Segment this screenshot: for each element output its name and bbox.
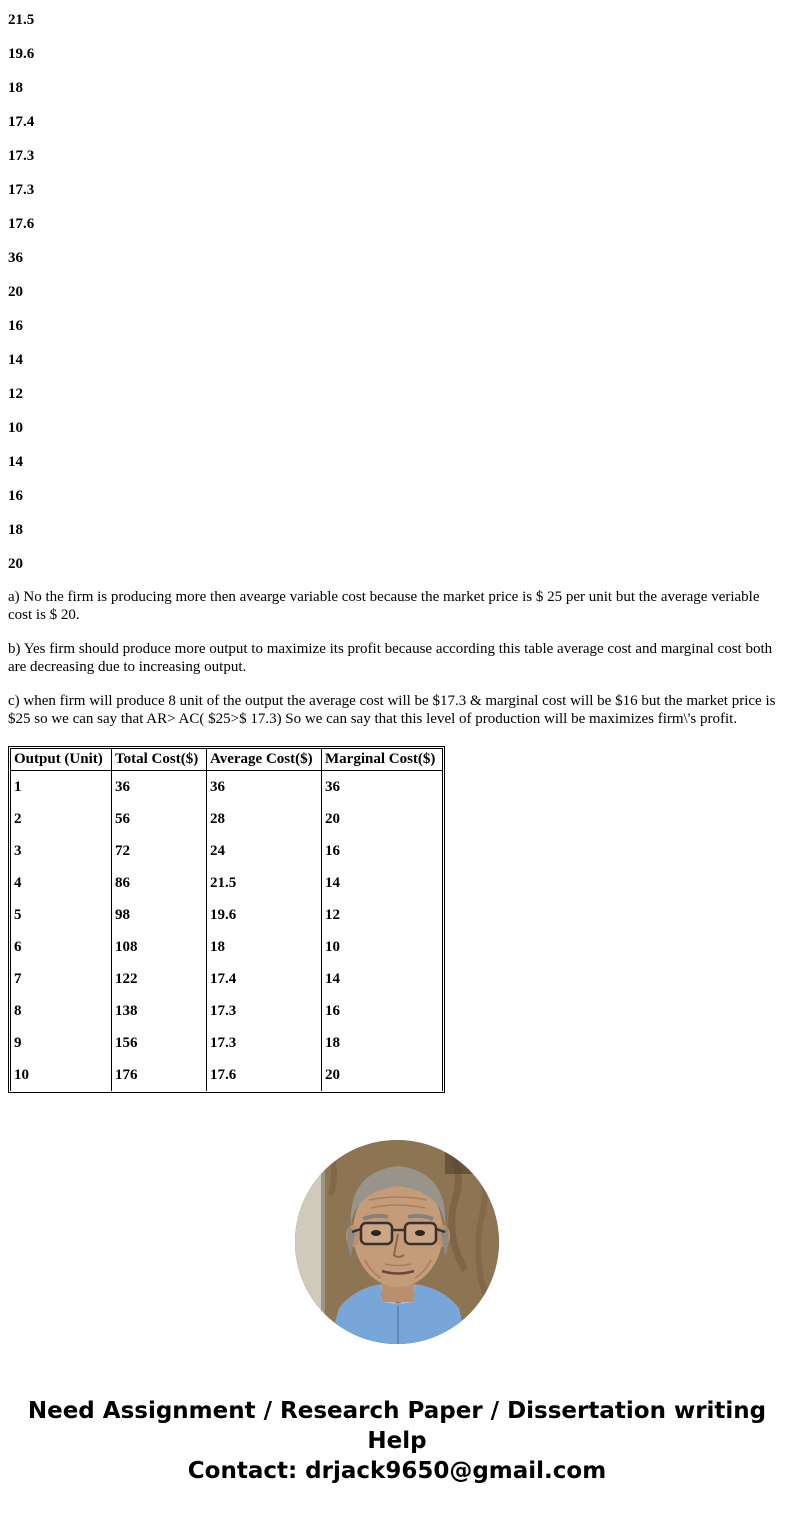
cost-table xyxy=(10,748,443,1091)
col-header-average-cost: Average Cost($) xyxy=(207,749,322,771)
value-line: 17.6 xyxy=(8,216,35,232)
value-line: 12 xyxy=(8,386,23,402)
table-row: 1 36 36 36 xyxy=(11,771,443,804)
footer-promo xyxy=(26,1396,768,1486)
value-line: 18 xyxy=(8,522,23,538)
cost-table-header xyxy=(11,749,443,771)
table-row: 4 86 21.5 14 xyxy=(11,867,443,899)
value-line: 14 xyxy=(8,352,23,368)
answer-a: a) No the firm is producing more then avearge variable cost because the market price is $ 25 per unit but the average veriable cost is $ 20. xyxy=(8,589,760,623)
value-line: 36 xyxy=(8,250,23,266)
table-row: 9 156 17.3 18 xyxy=(11,1027,443,1059)
col-header-output: Output (Unit) xyxy=(11,749,112,771)
value-line: 18 xyxy=(8,80,23,96)
value-line: 20 xyxy=(8,284,23,300)
table-row: 6 108 18 10 xyxy=(11,931,443,963)
table-row: 7 122 17.4 14 xyxy=(11,963,443,995)
table-row: 3 72 24 16 xyxy=(11,835,443,867)
value-line: 16 xyxy=(8,318,23,334)
value-line: 17.3 xyxy=(8,148,35,164)
portrait-illustration xyxy=(295,1140,499,1344)
answer-c: c) when firm will produce 8 unit of the output the average cost will be $17.3 & marginal cost will be $16 but the market price is $25 so we can say that AR> AC( $25>$ 17.3) So we can say that this level of production will be maximizes firm\'s profit. xyxy=(8,693,776,727)
cost-table-wrapper xyxy=(8,746,445,1093)
value-list xyxy=(8,10,786,575)
footer-contact-email: Contact: drjack9650@gmail.com xyxy=(187,1458,607,1484)
value-line: 21.5 xyxy=(8,12,35,28)
table-row: 5 98 19.6 12 xyxy=(11,899,443,931)
col-header-total-cost: Total Cost($) xyxy=(112,749,207,771)
table-row: 8 138 17.3 16 xyxy=(11,995,443,1027)
value-line: 20 xyxy=(8,556,23,572)
footer-help-text: Need Assignment / Research Paper / Dissertation writing Help xyxy=(27,1398,767,1454)
value-line: 19.6 xyxy=(8,46,35,62)
answers-section xyxy=(8,588,786,728)
table-row: 10 176 17.6 20 xyxy=(11,1059,443,1091)
value-line: 10 xyxy=(8,420,23,436)
value-line: 17.3 xyxy=(8,182,35,198)
tutor-portrait-photo xyxy=(295,1140,499,1344)
value-line: 17.4 xyxy=(8,114,35,130)
value-line: 16 xyxy=(8,488,23,504)
col-header-marginal-cost: Marginal Cost($) xyxy=(322,749,443,771)
table-row: 2 56 28 20 xyxy=(11,803,443,835)
cost-table-body xyxy=(11,771,443,1092)
value-line: 14 xyxy=(8,454,23,470)
answer-b: b) Yes firm should produce more output to maximize its profit because according this table average cost and marginal cost both are decreasing due to increasing output. xyxy=(8,641,773,675)
